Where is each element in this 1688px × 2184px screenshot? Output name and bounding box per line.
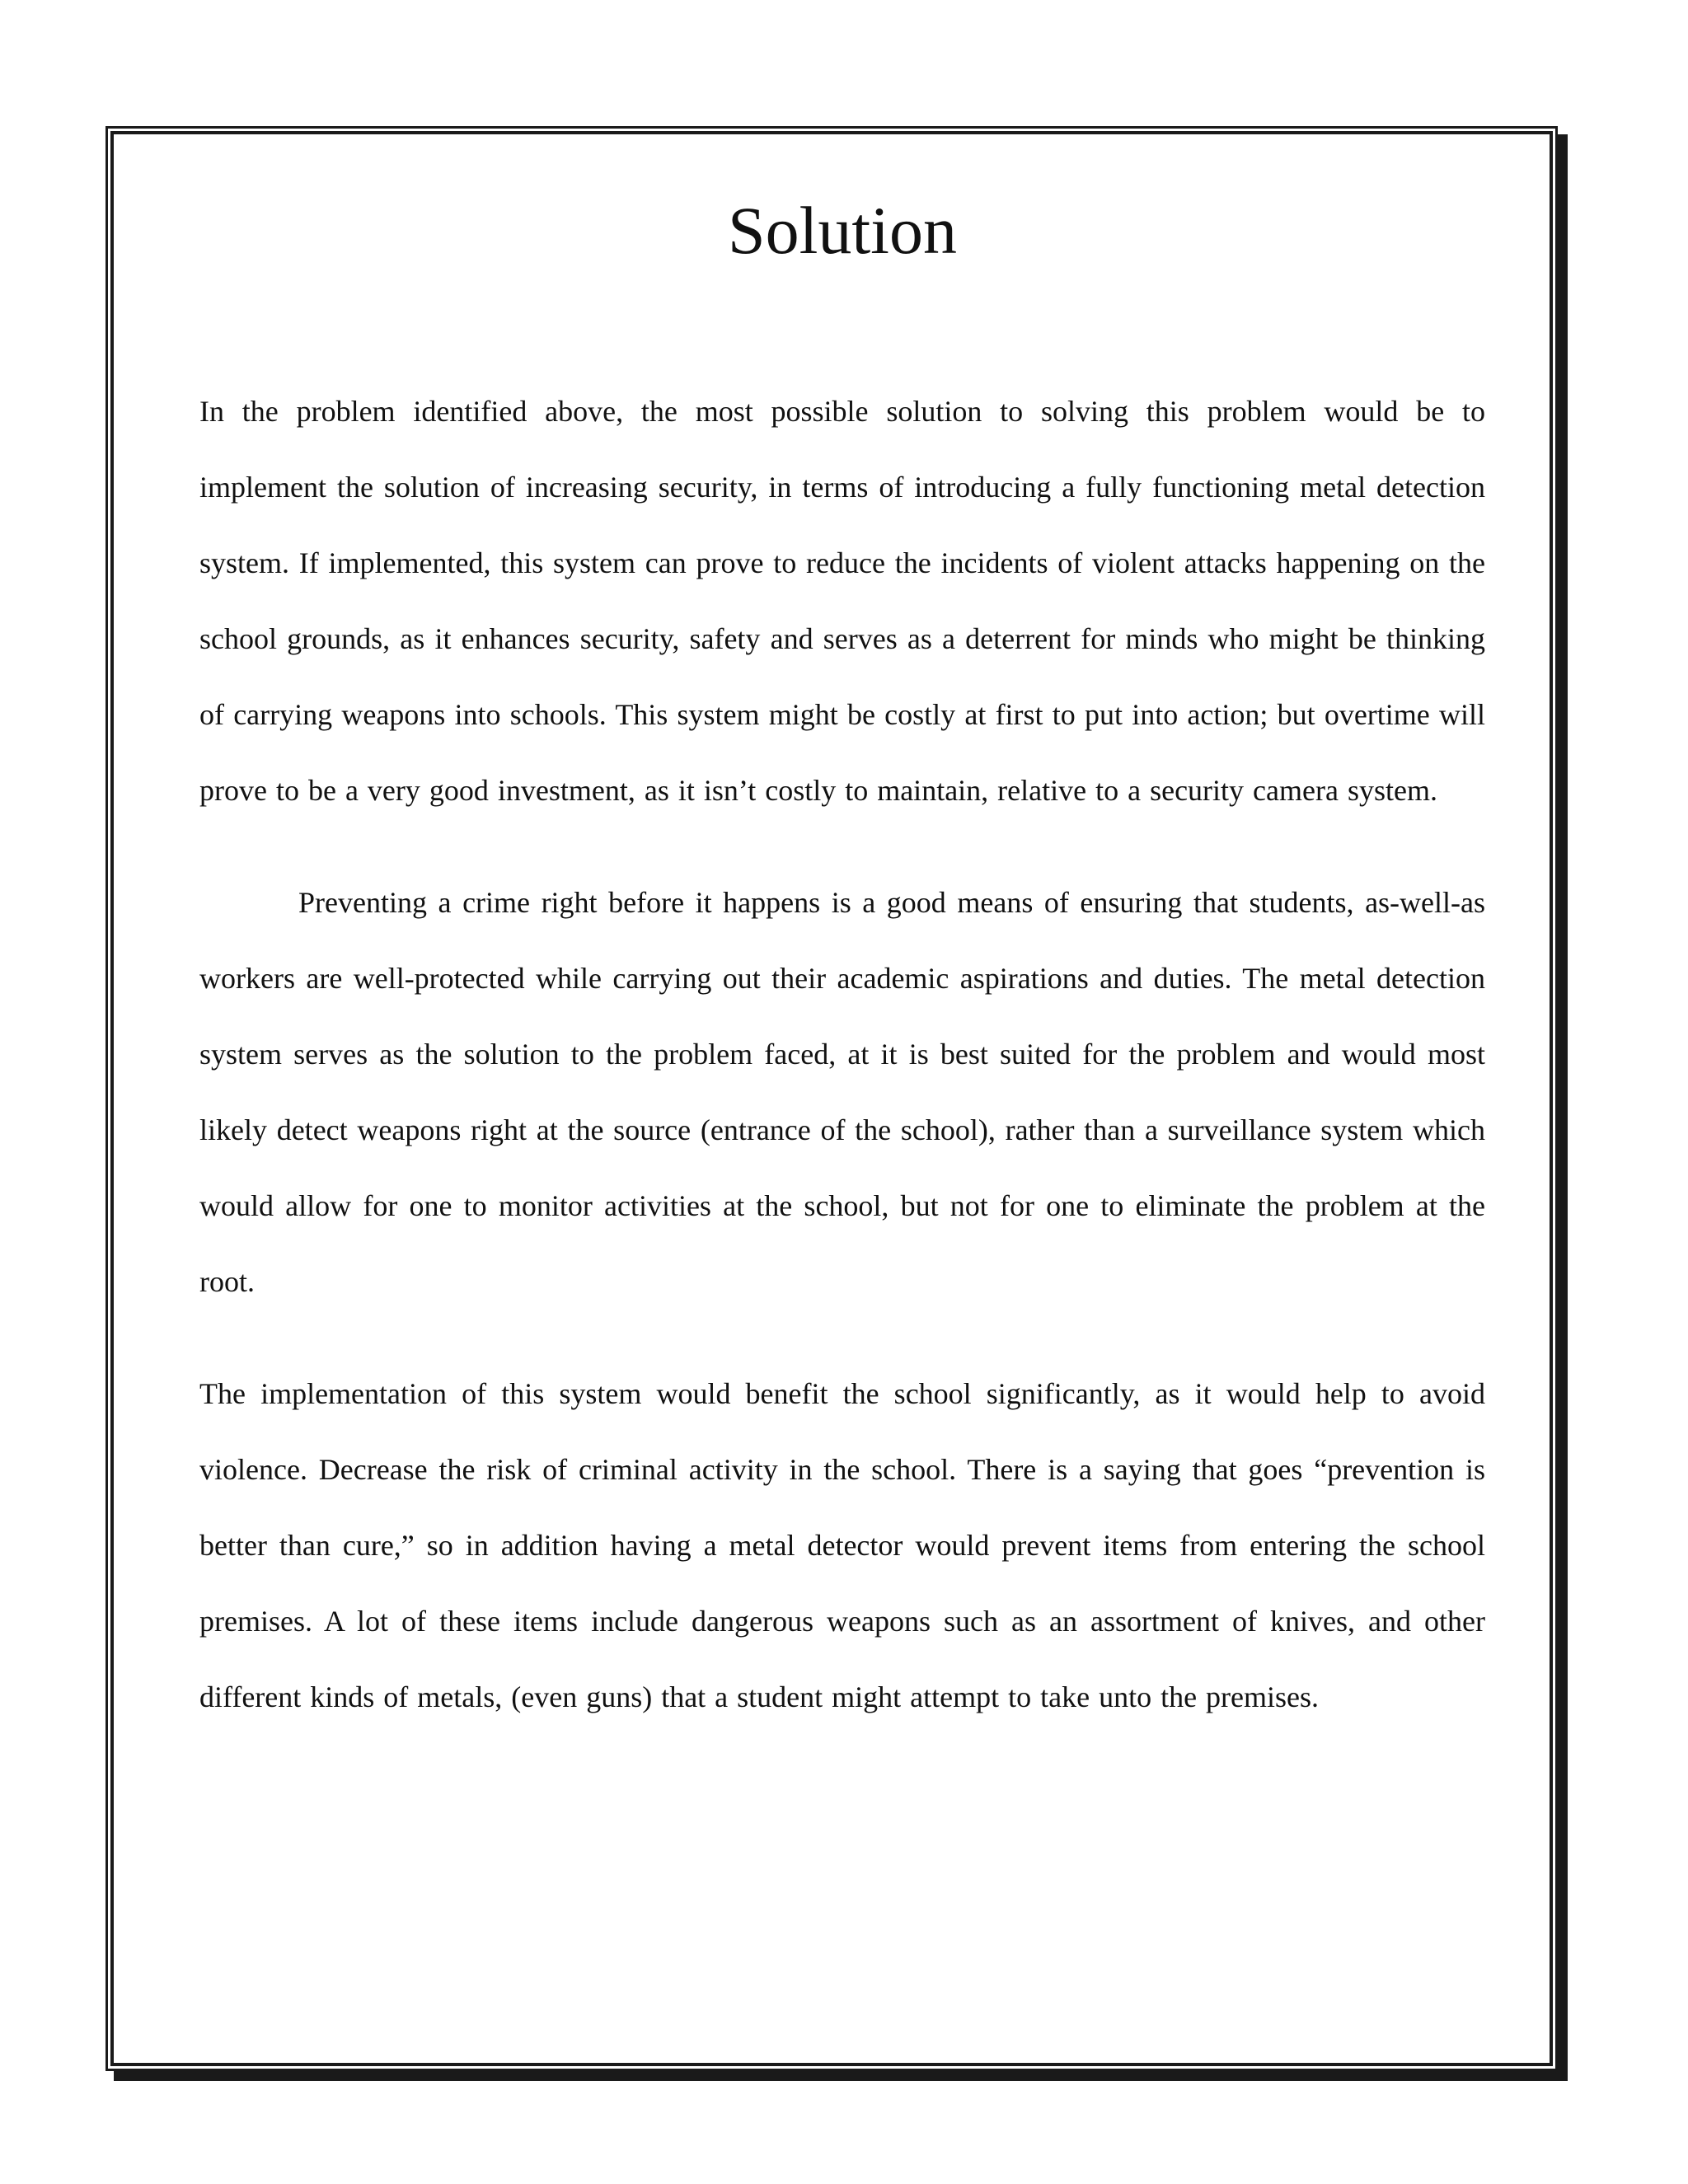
page-title: Solution bbox=[728, 193, 957, 268]
document-content bbox=[199, 190, 1485, 1735]
paragraph-1: In the problem identified above, the most possible solution to solving this problem would be to implement the solution of increasing security, in terms of introducing a fully functioning metal detection system. If implemented, this system can prove to reduce the incidents of violent attacks happening on the school grounds, as it enhances security, safety and serves as a deterrent for minds who might be thinking of carrying weapons into schools. This system might be costly at first to put into action; but overtime will prove to be a very good investment, as it isn’t costly to maintain, relative to a security camera system. bbox=[199, 395, 1485, 807]
page-shadow-right bbox=[1558, 134, 1568, 2079]
page-shadow-bottom bbox=[114, 2071, 1568, 2081]
paragraph-2: Preventing a crime right before it happens is a good means of ensuring that students, as-well-as workers are well-protected while carrying out their academic aspirations and duties. The metal detection system serves as the solution to the problem faced, at it is best suited for the problem and would most likely detect weapons right at the source (entrance of the school), rather than a surveillance system which would allow for one to monitor activities at the school, but not for one to eliminate the problem at the root. bbox=[199, 886, 1485, 1298]
paragraph-3: The implementation of this system would benefit the school significantly, as it would help to avoid violence. Decrease the risk of criminal activity in the school. There is a saying that goes “prevention is better than cure,” so in addition having a metal detector would prevent items from entering the school premises. A lot of these items include dangerous weapons such as an assortment of knives, and other different kinds of metals, (even guns) that a student might attempt to take unto the premises. bbox=[199, 1377, 1485, 1713]
